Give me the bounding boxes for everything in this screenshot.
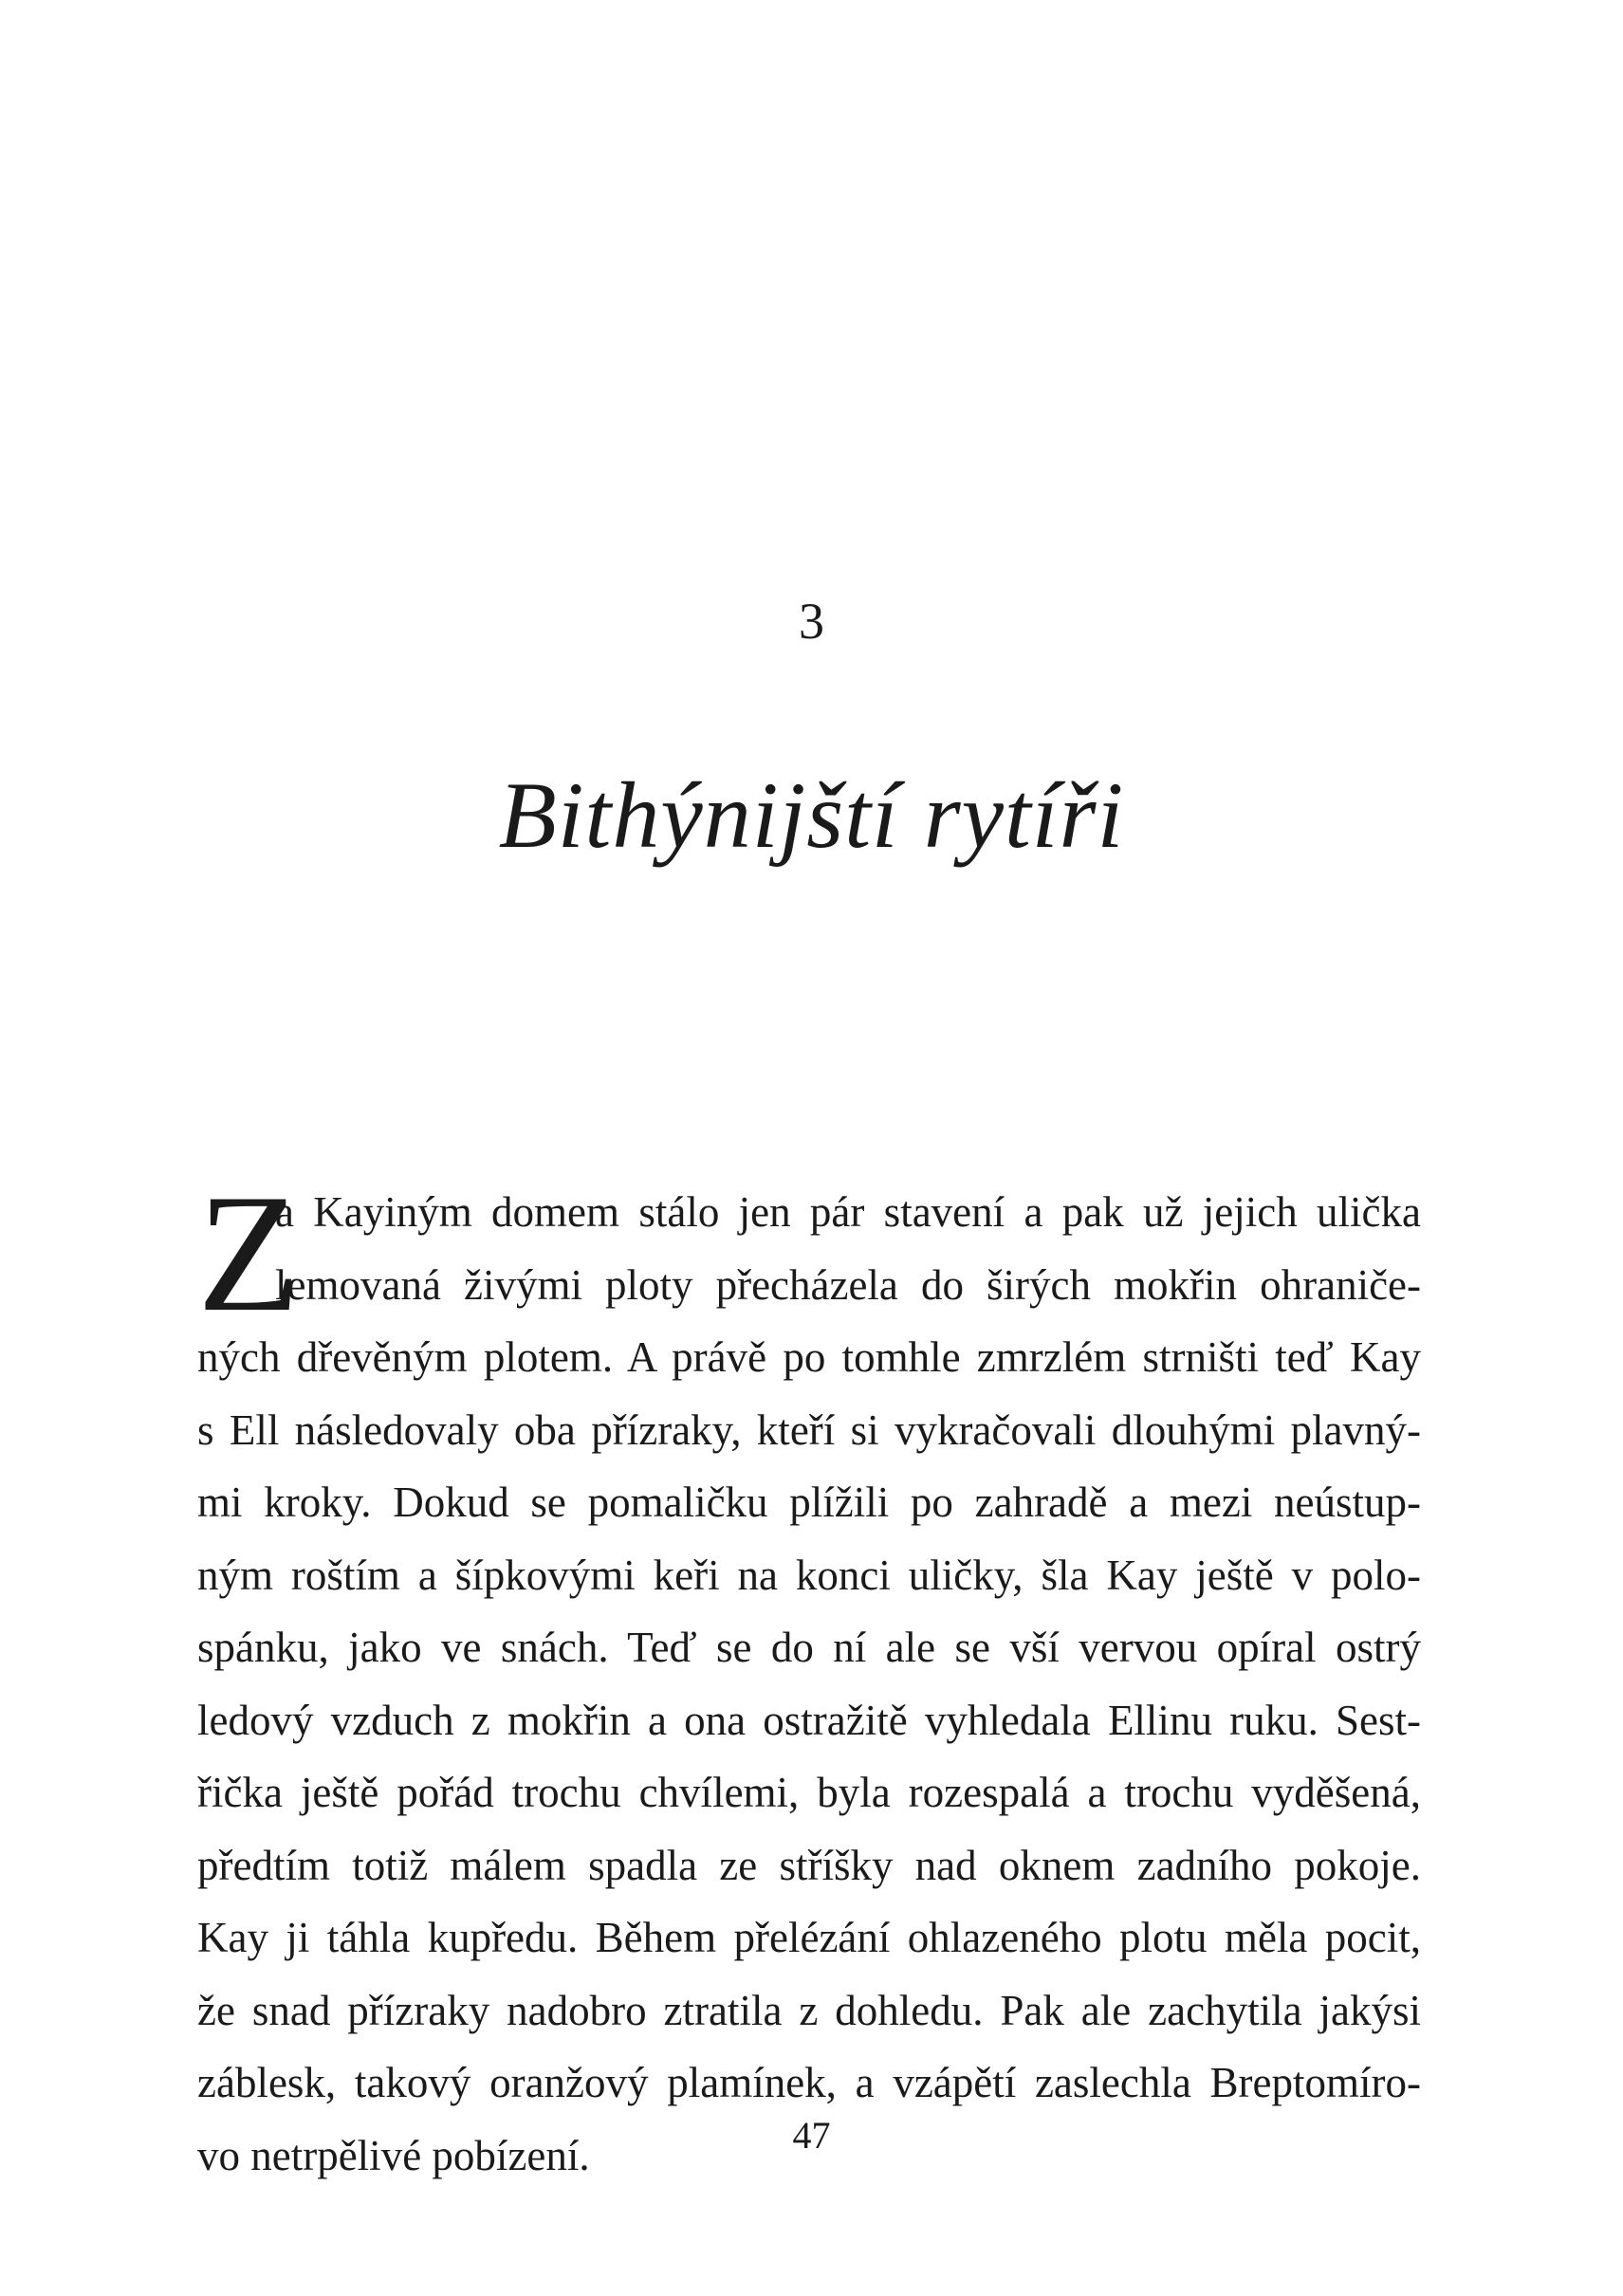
text-line: že snad přízraky nadobro ztratila z dohledu. Pak ale zachytila jakýsi bbox=[197, 1986, 1421, 2034]
text-line: řička ještě pořád trochu chvílemi, byla rozespalá a trochu vyděšená, bbox=[197, 1769, 1421, 1816]
text-line: ným roštím a šípkovými keři na konci uličky, šla Kay ještě v polo- bbox=[197, 1551, 1421, 1599]
text-line: Kay ji táhla kupředu. Během přelézání ohlazeného plotu měla pocit, bbox=[197, 1914, 1421, 1961]
chapter-title: Bithýnijští rytíři bbox=[498, 762, 1125, 868]
text-line: ných dřevěným plotem. A právě po tomhle zmrzlém strništi teď Kay bbox=[197, 1333, 1421, 1381]
chapter-number: 3 bbox=[799, 593, 824, 650]
text-line: mi kroky. Dokud se pomaličku plížili po zahradě a mezi neústup- bbox=[197, 1479, 1421, 1526]
text-line: vo netrpělivé pobízení. bbox=[197, 2131, 590, 2179]
body-text bbox=[197, 1159, 1421, 2192]
drop-cap: Z bbox=[197, 1159, 301, 1347]
text-line: ledový vzduch z mokřin a ona ostražitě vyhledala Ellinu ruku. Sest- bbox=[197, 1696, 1421, 1744]
page-number: 47 bbox=[792, 2114, 831, 2157]
text-line: záblesk, takový oranžový plamínek, a vzápětí zaslechla Breptomíro- bbox=[197, 2059, 1421, 2106]
text-line: s Ell následovaly oba přízraky, kteří si vykračovali dlouhými plavný- bbox=[197, 1405, 1421, 1454]
text-line: a Kayiným domem stálo jen pár stavení a pak už jejich ulička bbox=[275, 1188, 1421, 1236]
text-line: spánku, jako ve snách. Teď se do ní ale se vší vervou opíral ostrý bbox=[197, 1624, 1421, 1671]
text-line: předtím totiž málem spadla ze stříšky nad oknem zadního pokoje. bbox=[197, 1841, 1421, 1889]
text-line: lemovaná živými ploty přecházela do širých mokřin ohraniče- bbox=[275, 1260, 1421, 1309]
